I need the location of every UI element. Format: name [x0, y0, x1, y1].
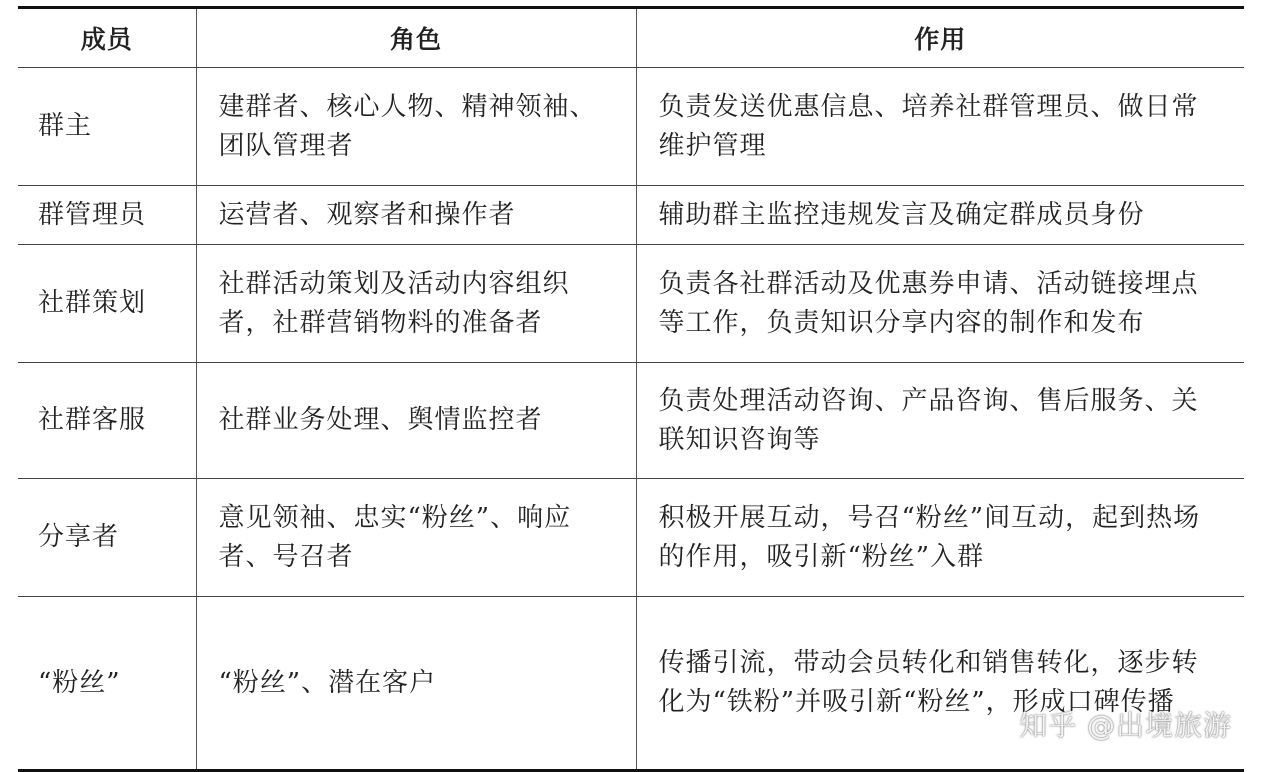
- member-cell: [18, 363, 196, 479]
- member-text: 社群客服: [38, 405, 147, 435]
- function-text: 积极开展互动，号召“粉丝”间互动，起到热场的作用，吸引新“粉丝”入群: [658, 502, 1201, 572]
- function-text: 传播引流，带动会员转化和销售转化，逐步转化为“铁粉”并吸引新“粉丝”，形成口碑传播: [658, 648, 1199, 717]
- function-cell: [636, 245, 1244, 363]
- function-text: 辅助群主监控违规发言及确定群成员身份: [658, 199, 1145, 230]
- header-role: 角色: [196, 8, 636, 68]
- role-text: 建群者、核心人物、精神领袖、团队管理者: [218, 91, 597, 161]
- role-text: “粉丝”、潜在客户: [218, 667, 437, 698]
- member-text: “粉丝”: [38, 667, 121, 698]
- role-text: 社群业务处理、舆情监控者: [218, 405, 543, 435]
- watermark: 知乎 @出境旅游: [1019, 709, 1232, 742]
- member-cell: [18, 186, 196, 245]
- table-row: [18, 186, 1244, 245]
- table-row: [18, 68, 1244, 186]
- table-row: [18, 597, 1244, 771]
- function-cell: [636, 479, 1244, 597]
- function-cell: [636, 68, 1244, 186]
- role-cell: [196, 186, 636, 245]
- role-text: 社群活动策划及活动内容组织者，社群营销物料的准备者: [218, 268, 570, 338]
- role-cell: [196, 597, 636, 771]
- role-cell: [196, 68, 636, 186]
- member-text: 分享者: [38, 522, 120, 552]
- table-row: [18, 245, 1244, 363]
- table-row: [18, 479, 1244, 597]
- role-cell: [196, 245, 636, 363]
- function-cell: [636, 597, 1244, 771]
- member-cell: [18, 245, 196, 363]
- member-text: 社群策划: [38, 288, 147, 318]
- role-text: 意见领袖、忠实“粉丝”、响应者、号召者: [218, 502, 572, 572]
- member-cell: [18, 68, 196, 186]
- role-cell: [196, 479, 636, 597]
- member-text: 群管理员: [38, 199, 147, 230]
- table-header-row: [18, 8, 1244, 68]
- member-text: 群主: [38, 111, 93, 141]
- roles-table: [18, 6, 1244, 772]
- function-text: 负责发送优惠信息、培养社群管理员、做日常维护管理: [658, 91, 1199, 161]
- function-cell: [636, 186, 1244, 245]
- header-function: 作用: [636, 8, 1244, 68]
- role-cell: [196, 363, 636, 479]
- header-member: 成员: [18, 8, 196, 68]
- function-text: 负责各社群活动及优惠券申请、活动链接埋点等工作，负责知识分享内容的制作和发布: [658, 268, 1199, 338]
- function-cell: [636, 363, 1244, 479]
- role-text: 运营者、观察者和操作者: [218, 199, 516, 230]
- function-text: 负责处理活动咨询、产品咨询、售后服务、关联知识咨询等: [658, 385, 1199, 455]
- member-cell: [18, 597, 196, 771]
- table-row: [18, 363, 1244, 479]
- member-cell: [18, 479, 196, 597]
